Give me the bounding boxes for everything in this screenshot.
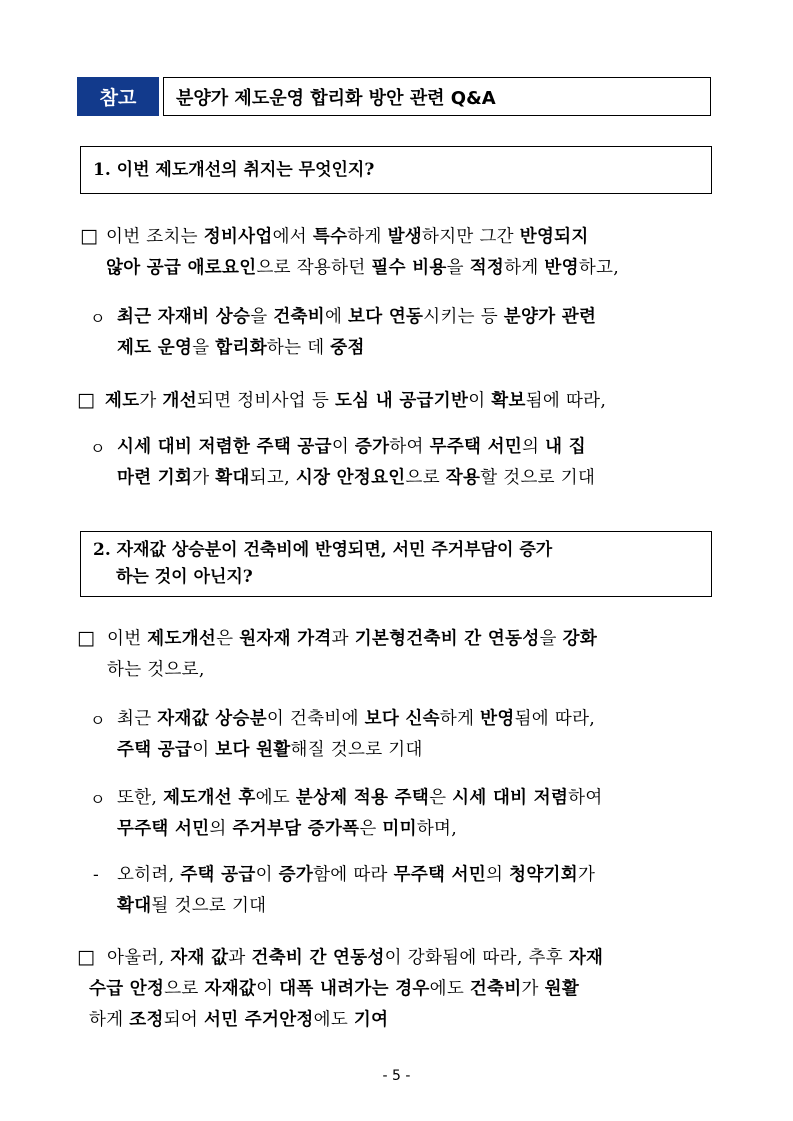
emphasis-text: 자재 [568, 948, 604, 968]
emphasis-text: 확대 [117, 896, 152, 916]
emphasis-text: 정비사업 [203, 227, 273, 247]
emphasis-text: 증가 [354, 437, 390, 457]
emphasis-text: 미미 [382, 819, 417, 839]
emphasis-text: 반영 [480, 709, 515, 729]
body-text: 을 [192, 338, 216, 358]
emphasis-text: 마련 기회 [117, 468, 193, 488]
circle-bullet: ㅇ [90, 439, 106, 458]
box-bullet: □ [77, 946, 96, 968]
question-2-number: 2. [93, 540, 111, 560]
paragraph-1-line-2 [106, 253, 720, 284]
emphasis-text: 보다 신속 [364, 709, 440, 729]
emphasis-text: 최근 자재비 상승 [117, 307, 251, 327]
body-text: 을 [539, 629, 563, 649]
emphasis-text: 제도개선 [147, 629, 217, 649]
circle-bullet: ㅇ [90, 309, 106, 328]
emphasis-text: 시세 대비 저렴 [452, 788, 569, 808]
question-1-number: 1. [93, 160, 111, 180]
paragraph-9 [77, 943, 719, 1036]
emphasis-text: 보다 원활 [215, 740, 291, 760]
emphasis-text: 무주택 서민 [393, 865, 487, 885]
paragraph-5-line-2 [107, 655, 719, 686]
body-text: 으로 [164, 979, 205, 999]
body-text: 의 [209, 819, 233, 839]
body-text: 하게 [439, 709, 481, 729]
paragraph-6 [90, 704, 720, 766]
page-number: - 5 - [382, 1068, 411, 1084]
paragraph-2-line-2 [117, 333, 720, 364]
emphasis-text: 건축비 간 연동성 [251, 948, 385, 968]
body-text: 가 [521, 979, 545, 999]
emphasis-text: 반영 [544, 258, 579, 278]
body-text: 아울러, [107, 948, 171, 968]
emphasis-text: 강화 [562, 629, 598, 649]
paragraph-4-line-2 [117, 463, 720, 494]
body-text: 이 강화됨에 따라, 추후 [384, 948, 569, 968]
body-text: 에도 [429, 979, 470, 999]
emphasis-text: 무주택 서민 [117, 819, 210, 839]
emphasis-text: 기본형건축비 간 연동성 [354, 629, 540, 649]
paragraph-1 [80, 222, 720, 284]
paragraph-3 [77, 386, 717, 417]
emphasis-text: 주택 공급 [117, 740, 193, 760]
emphasis-text: 증가 [278, 865, 314, 885]
box-bullet: □ [77, 389, 96, 411]
body-text: 하며, [416, 819, 458, 839]
emphasis-text: 제도개선 후 [163, 788, 256, 808]
emphasis-text: 자재 값 [170, 948, 229, 968]
page-title: 분양가 제도운영 합리화 방안 관련 Q&A [163, 77, 711, 116]
paragraph-7-line-1 [117, 783, 720, 814]
question-1-box [80, 146, 712, 194]
body-text: 으로 작용하던 [256, 258, 372, 278]
emphasis-text: 주택 공급 [180, 865, 256, 885]
body-text: 이 [331, 437, 355, 457]
emphasis-text: 확대 [215, 468, 250, 488]
body-text: 을 [250, 307, 274, 327]
paragraph-8-line-2 [117, 891, 720, 922]
paragraph-2-line-1 [117, 302, 720, 333]
emphasis-text: 기여 [353, 1010, 389, 1030]
body-text: 이 [468, 391, 492, 411]
body-text: 될 것으로 기대 [151, 896, 267, 916]
emphasis-text: 필수 비용 [371, 258, 447, 278]
paragraph-1-line-1 [106, 222, 720, 253]
box-bullet: □ [80, 225, 99, 247]
paragraph-9-line-1 [107, 943, 719, 974]
body-text: 가 [139, 391, 163, 411]
body-text: 됨에 따라, [514, 709, 596, 729]
emphasis-text: 시장 안정요인 [295, 468, 406, 488]
body-text: 에 [324, 307, 349, 327]
emphasis-text: 도심 내 공급기반 [334, 391, 469, 411]
emphasis-text: 조정 [129, 1010, 164, 1030]
body-text: 되어 [163, 1010, 204, 1030]
paragraph-6-line-1 [117, 704, 720, 735]
paragraph-9-line-3 [89, 1005, 719, 1036]
body-text: 하여 [389, 437, 430, 457]
body-text: 하게 [504, 258, 545, 278]
body-text: 할 것으로 기대 [480, 468, 596, 488]
paragraph-2 [90, 302, 720, 364]
question-2-text-line-1: 자재값 상승분이 건축비에 반영되면, 서민 주거부담이 증가 [116, 540, 553, 560]
emphasis-text: 무주택 서민 [429, 437, 523, 457]
emphasis-text: 중점 [330, 338, 365, 358]
box-bullet: □ [77, 627, 96, 649]
body-text: 의 [486, 865, 510, 885]
emphasis-text: 원자재 가격 [239, 629, 332, 649]
body-text: 하여 [568, 788, 603, 808]
emphasis-text: 보다 연동 [348, 307, 424, 327]
body-text: 의 [522, 437, 546, 457]
body-text: 또한, [117, 788, 164, 808]
paragraph-3-line-1 [105, 386, 717, 417]
body-text: 가 [577, 865, 596, 885]
dash-bullet: - [93, 865, 100, 885]
emphasis-text: 건축비 [469, 979, 522, 999]
emphasis-text: 주거부담 증가폭 [232, 819, 360, 839]
emphasis-text: 내 집 [545, 437, 586, 457]
title-box [77, 77, 711, 116]
body-text: 이번 조치는 [106, 227, 204, 247]
emphasis-text: 수급 안정 [89, 979, 165, 999]
body-text: 최근 [117, 709, 158, 729]
emphasis-text: 건축비 [273, 307, 325, 327]
body-text: 오히려, [117, 865, 181, 885]
body-text: 은 [216, 629, 240, 649]
question-1-text: 이번 제도개선의 취지는 무엇인지? [116, 160, 375, 180]
body-text: 시키는 등 [423, 307, 504, 327]
emphasis-text: 개선 [162, 391, 197, 411]
body-text: 함에 따라 [313, 865, 394, 885]
body-text: 으로 [405, 468, 446, 488]
body-text: 해질 것으로 기대 [290, 740, 423, 760]
emphasis-text: 제도 [105, 391, 140, 411]
body-text: 하고, [578, 258, 620, 278]
body-text: 이번 [107, 629, 148, 649]
paragraph-9-line-2 [89, 974, 719, 1005]
body-text: 은 [359, 819, 383, 839]
emphasis-text: 분상제 적용 주택 [295, 788, 430, 808]
body-text: 이 건축비에 [266, 709, 365, 729]
title-tag: 참고 [77, 77, 159, 116]
body-text: 에서 [272, 227, 313, 247]
body-text: 되고, [249, 468, 296, 488]
paragraph-5 [77, 624, 719, 686]
body-text: 하지만 그간 [422, 227, 520, 247]
emphasis-text: 서민 주거안정 [203, 1010, 314, 1030]
body-text: 은 [429, 788, 453, 808]
body-text: 됨에 따라, [525, 391, 607, 411]
body-text: 하는 것으로, [107, 660, 205, 680]
body-text: 에도 [255, 788, 296, 808]
circle-bullet: ㅇ [90, 711, 106, 730]
circle-bullet: ㅇ [90, 790, 106, 809]
emphasis-text: 합리화 [215, 338, 267, 358]
paragraph-7-line-2 [117, 814, 720, 845]
body-text: 되면 정비사업 등 [196, 391, 335, 411]
body-text: 과 [228, 948, 252, 968]
emphasis-text: 시세 대비 저렴한 주택 공급 [117, 437, 332, 457]
emphasis-text: 발생 [387, 227, 422, 247]
paragraph-5-line-1 [107, 624, 719, 655]
emphasis-text: 자재값 [204, 979, 257, 999]
emphasis-text: 확보 [491, 391, 526, 411]
body-text: 하게 [347, 227, 388, 247]
emphasis-text: 분양가 관련 [503, 307, 597, 327]
paragraph-4 [90, 432, 720, 494]
body-text: 가 [192, 468, 216, 488]
paragraph-4-line-1 [117, 432, 720, 463]
emphasis-text: 작용 [445, 468, 481, 488]
body-text: 이 [255, 865, 279, 885]
emphasis-text: 대폭 내려가는 경우 [279, 979, 430, 999]
body-text: 을 [446, 258, 470, 278]
body-text: 에도 [313, 1010, 354, 1030]
emphasis-text: 특수 [312, 227, 348, 247]
emphasis-text: 반영되지 [519, 227, 589, 247]
body-text: 하는 데 [266, 338, 331, 358]
emphasis-text: 원활 [544, 979, 580, 999]
paragraph-8-line-1 [117, 860, 720, 891]
emphasis-text: 적정 [469, 258, 505, 278]
emphasis-text: 않아 공급 애로요인 [106, 258, 257, 278]
paragraph-8 [93, 860, 720, 922]
body-text: 이 [192, 740, 216, 760]
body-text: 이 [256, 979, 280, 999]
question-2-text-line-2: 하는 것이 아닌지? [116, 567, 253, 587]
question-2-box [80, 531, 712, 597]
emphasis-text: 청약기회 [509, 865, 578, 885]
emphasis-text: 자재값 상승분 [157, 709, 267, 729]
body-text: 과 [331, 629, 355, 649]
emphasis-text: 제도 운영 [117, 338, 193, 358]
paragraph-7 [90, 783, 720, 845]
paragraph-6-line-2 [117, 735, 720, 766]
body-text: 하게 [89, 1010, 130, 1030]
